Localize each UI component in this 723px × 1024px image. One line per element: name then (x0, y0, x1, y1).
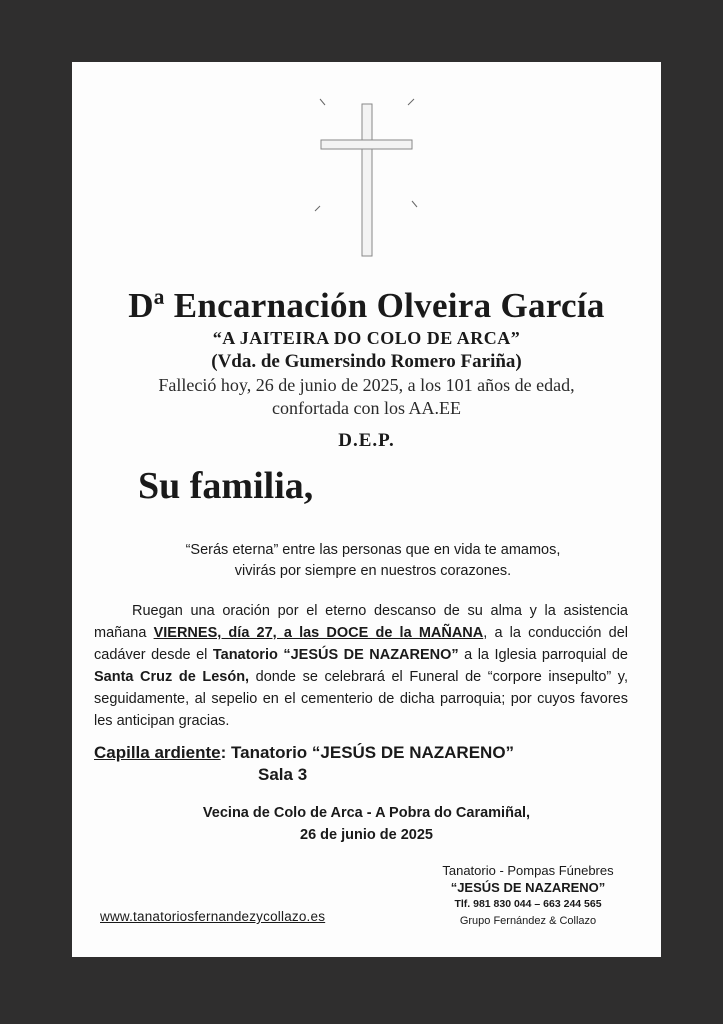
notice-date: 26 de junio de 2025 (300, 827, 433, 843)
residence-block (72, 802, 661, 846)
widow-of: (Vda. de Gumersindo Romero Fariña) (211, 351, 522, 372)
website-link[interactable]: www.tanatoriosfernandezycollazo.es (100, 909, 326, 924)
deceased-name: Dª Encarnación Olveira García (128, 286, 605, 325)
chapel-value: : Tanatorio “JESÚS DE NAZARENO” (220, 743, 515, 762)
church-name: Santa Cruz de Lesón, (94, 669, 250, 685)
chapel-line (94, 743, 514, 763)
quote (138, 540, 608, 582)
funeral-home-name: “JESÚS DE NAZARENO” (450, 880, 606, 895)
ceremony-date: VIERNES, día 27, a las DOCE de la MAÑANA (153, 625, 484, 641)
body-text-2: , a la conducción del cadáver desde el (94, 625, 628, 663)
body-paragraph (94, 600, 628, 732)
funeral-home-block (420, 862, 636, 930)
body-tanatorio: Tanatorio “JESÚS DE NAZARENO” (212, 647, 459, 663)
residence: Vecina de Colo de Arca - A Pobra do Caramiñal, (202, 805, 531, 821)
nickname: “A JAITEIRA DO COLO DE ARCA” (212, 328, 521, 348)
quote-line-1: “Serás eterna” entre las personas que en vida te amamos, (185, 542, 561, 558)
dep-label: D.E.P. (338, 430, 395, 451)
comfort-line: confortada con los AA.EE (272, 398, 461, 418)
death-line: Falleció hoy, 26 de junio de 2025, a los 101 años de edad, (158, 375, 575, 395)
cross-icon (312, 94, 422, 264)
obituary-sheet (72, 62, 661, 957)
chapel-label: Capilla ardiente (94, 743, 221, 762)
quote-line-2: vivirás por siempre en nuestros corazones. (234, 563, 512, 579)
funeral-home-group: Grupo Fernández & Collazo (459, 915, 597, 927)
funeral-home-type: Tanatorio - Pompas Fúnebres (442, 863, 614, 878)
body-text-1: Ruegan una oración por el eterno descanso de su alma y la asistencia mañana (94, 603, 628, 641)
body-text-4: donde se celebrará el Funeral de “corpore insepulto” y, seguidamente, al sepelio en el cementerio de dicha parroquia; por cuyos favores les anticipan gracias. (94, 669, 628, 729)
chapel-room: Sala 3 (258, 765, 308, 784)
funeral-home-phones: Tlf. 981 830 044 – 663 244 565 (454, 898, 602, 910)
family-heading: Su familia, (138, 465, 314, 507)
body-text-3: a la Iglesia parroquial de (458, 647, 628, 663)
